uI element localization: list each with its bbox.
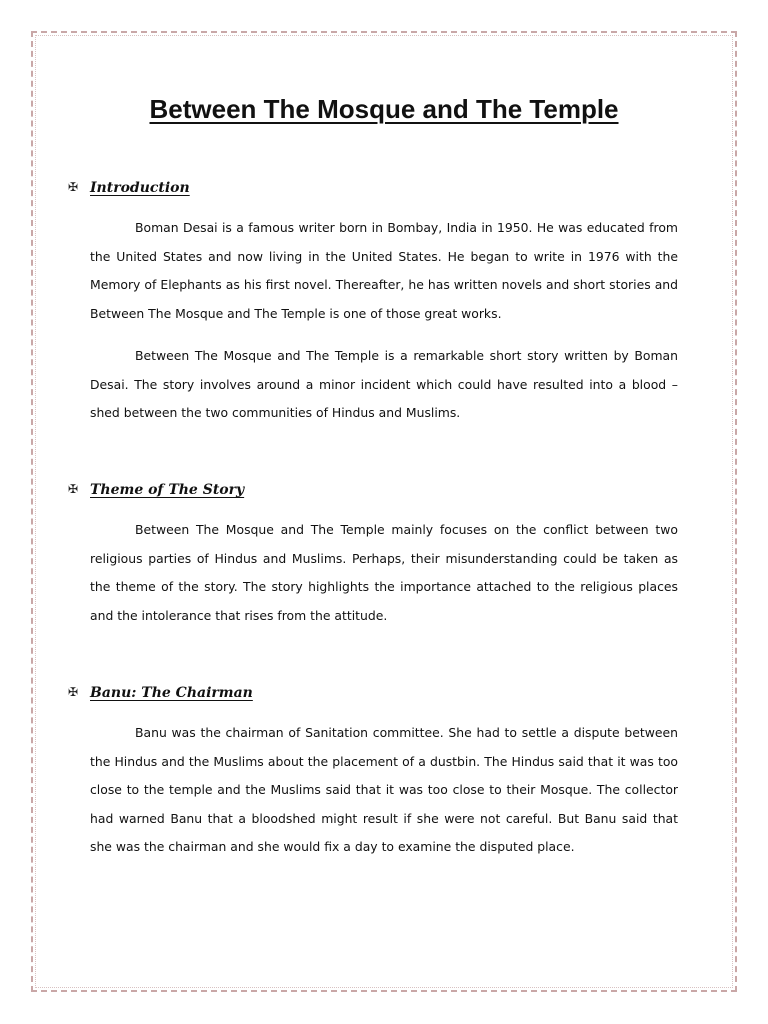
page-title xyxy=(0,92,768,126)
paragraph: Boman Desai is a famous writer born in Bombay, India in 1950. He was educated from the United States and now living in the United States. He began to write in 1976 with the Memory of Elephants as his first novel. Thereafter, he has written novels and short stories and Between The Mosque and The Temple is one of those great works. xyxy=(90,220,678,321)
section-heading-row xyxy=(68,480,678,502)
section-heading-row xyxy=(68,683,678,705)
paragraph: Banu was the chairman of Sanitation committee. She had to settle a dispute between the Hindus and the Muslims about the placement of a dustbin. The Hindus said that it was too close to the temple and the Muslims said that it was too close to their Mosque. The collector had warned Banu that a bloodshed might result if she were not careful. But Banu said that she was the chairman and she would fix a day to examine the disputed place. xyxy=(90,725,678,854)
section-introduction xyxy=(68,178,678,428)
section-theme-of-the-story xyxy=(68,480,678,630)
paragraph: Between The Mosque and The Temple mainly focuses on the conflict between two religious parties of Hindus and Muslims. Perhaps, their misunderstanding could be taken as the theme of the story. The story highlights the importance attached to the religious places and the intolerance that rises from the attitude. xyxy=(90,522,678,623)
page-title-text: Between The Mosque and The Temple xyxy=(149,94,619,124)
section-heading: Theme of The Story xyxy=(90,482,245,498)
cross-bullet-icon: ✠ xyxy=(68,180,79,194)
cross-bullet-icon: ✠ xyxy=(68,685,79,699)
section-heading: Introduction xyxy=(90,180,190,196)
section-heading: Banu: The Chairman xyxy=(90,685,253,701)
cross-bullet-icon: ✠ xyxy=(68,482,79,496)
section-heading-row xyxy=(68,178,678,200)
paragraph: Between The Mosque and The Temple is a remarkable short story written by Boman Desai. The story involves around a minor incident which could have resulted into a blood – shed between the two communities of Hindus and Muslims. xyxy=(90,348,678,420)
section-banu-the-chairman xyxy=(68,683,678,862)
